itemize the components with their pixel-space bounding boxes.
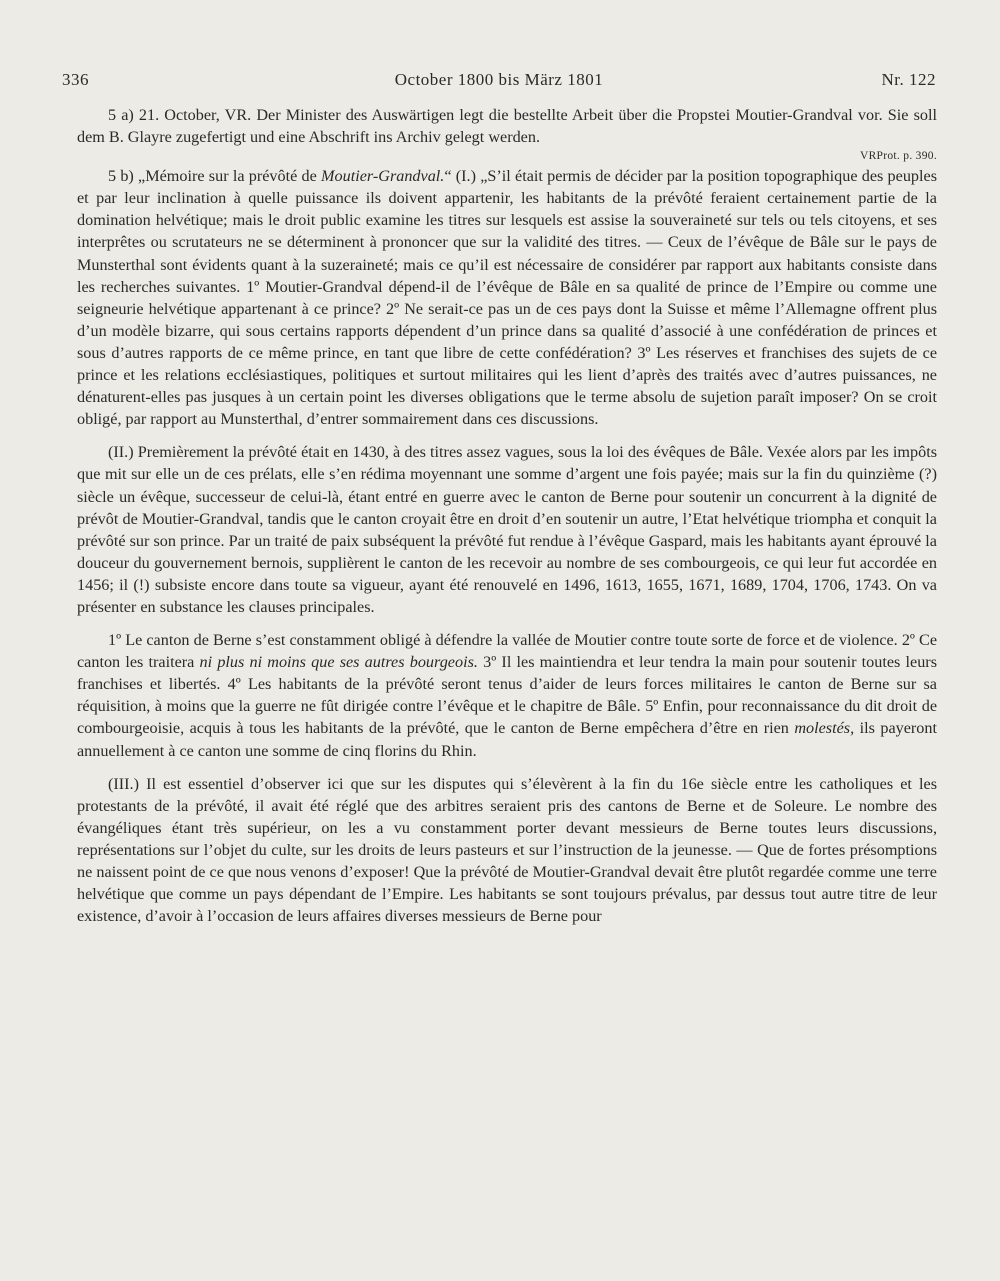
header-title: October 1800 bis März 1801 <box>394 70 604 89</box>
entry-5a-paragraph: 5 a) 21. October, VR. Der Minister des Auswärtigen legt die bestellte Arbeit über die Propstei Moutier-Grandval vor. Sie soll dem B. Glayre zugefertigt und eine Abschrift ins Archiv gelegt werden. <box>77 106 937 147</box>
running-header <box>62 70 936 96</box>
document-number: Nr. 122 <box>881 70 936 89</box>
clauses-italic-1: ni plus ni moins que ses autres bourgeois. <box>199 653 478 672</box>
memoire-title: Moutier-Grandval. <box>321 167 445 186</box>
section-ii-paragraph: (II.) Premièrement la prévôté était en 1430, à des titres assez vagues, sous la loi des évêques de Bâle. Vexée alors par les impôts que mit sur elle un de ces prélats, elle s’en rédima moyennant une somme d’argent une fois payée; mais sur la fin du quinzième (?) siècle un évêque, successeur de celui-là, étant entré en guerre avec le canton de Berne pour soutenir un concurrent à la dignité de prévôt de Moutier-Grandval, tandis que le canton croyait être en droit d’en soutenir un autre, l’Etat helvétique triompha et conquit la prévôté sur son prince. Par un traité de paix subséquent la prévôté fut rendue à l’évêque Gaspard, mais les habitants ayant éprouvé la douceur du gouvernement bernois, supplièrent le canton de les recevoir au nombre de ses combourgeois, ce qui leur fut accordée en 1456; il (!) subsiste encore dans toute sa vigueur, ayant été renouvelé en 1496, 1613, 1655, 1671, 1689, 1704, 1706, 1743. On va présenter en substance les clauses principales. <box>77 443 937 616</box>
entry-5b-text: “ (I.) „S’il était permis de décider par la position topographique des peuples et par leur inclination à quelle puissance ils doivent appartenir, les habitants de la prévôté feraient certainement partie de la domination helvétique; mais le droit public examine les titres sur lesquels est assise la souveraineté sur tels ou tels citoyens, et ses interprêtes ou scrutateurs ne se déterminent à prononcer que sur la validité des titres. — Ceux de l’évêque de Bâle sur le pays de Munsterthal sont évidents quant à la suzeraineté; mais ce qu’il est nécessaire de considérer par rapport aux habitants consiste dans les recherches suivantes. 1º Moutier-Grandval dépend-il de l’évêque de Bâle en sa qualité de prince de l’Empire ou comme une seigneurie helvétique appartenant à ce prince? 2º Ne serait-ce pas un de ces pays dont la Suisse et même l’Allemagne offrent plus d’un modèle bizarre, qui sous certains rapports dépendent d’un prince dans sa qualité d’associé à une confédération de princes et sous d’autres rapports de ce même prince, en tant que libre de cette confédération? 3º Les réserves et franchises des sujets de ce prince et les relations ecclésiastiques, politiques et surtout militaires qui les lient d’après des traités avec d’autres puissances, ne dénaturent-elles pas jusques à un certain point les diverses obligations que le terme absolu de sujetion paraît imposer? On se croit obligé, par rapport au Munsterthal, d’entrer sommairement dans ces discussions. <box>77 167 937 429</box>
section-iii-paragraph: (III.) Il est essentiel d’observer ici que sur les disputes qui s’élevèrent à la fin du 16e siècle entre les catholiques et les protestants de la prévôté, il avait été réglé que des arbitres seraient pris des cantons de Berne et de Soleure. Le nombre des évangéliques étant très supérieur, on les a vu constamment porter devant messieurs de Berne toutes leurs discussions, représentations sur l’objet du culte, sur les droits de leurs pasteurs et sur l’instruction de la jeunesse. — Que de fortes présomptions ne naissent point de ce que nous venons d’exposer! Que la prévôté de Moutier-Grandval devait être plutôt regardée comme une terre helvétique que comme un pays dépendant de l’Empire. Les habitants se sont toujours prévalus, par dessus tout autre titre de leur existence, d’avoir à l’occasion de leurs affaires diverses messieurs de Berne pour <box>77 774 937 926</box>
clauses-part-3: ils payeront annuellement à ce canton une somme de cinq florins du Rhin. <box>77 719 937 760</box>
source-reference: VRProt. p. 390. <box>859 150 937 163</box>
clauses-part-1: 1º Le canton de Berne s’est constamment obligé à défendre la vallée de Moutier contre toute sorte de force et de violence. 2º Ce canton les traitera <box>77 631 937 672</box>
entry-5b-paragraph <box>77 165 937 430</box>
clauses-italic-2: molestés, <box>794 719 855 738</box>
clauses-part-2: 3º Il les maintiendra et leur tendra la main pour soutenir toutes leurs franchises et libertés. 4º Les habitants de la prévôté seront tenus d’aider de leurs forces militaires le canton de Berne sur sa réquisition, à moins que la guerre ne fût dirigée contre l’évêque et le chapitre de Bâle. 5º Enfin, pour reconnaissance du dit droit de combourgeoisie, acquis à tous les habitants de la prévôté, que le canton de Berne empêchera d’être en rien <box>77 653 938 738</box>
document-body <box>77 104 937 927</box>
page-number: 336 <box>62 70 89 89</box>
entry-5b-lead: 5 b) „Mémoire sur la prévôté de <box>108 167 322 186</box>
clauses-paragraph <box>77 629 937 762</box>
